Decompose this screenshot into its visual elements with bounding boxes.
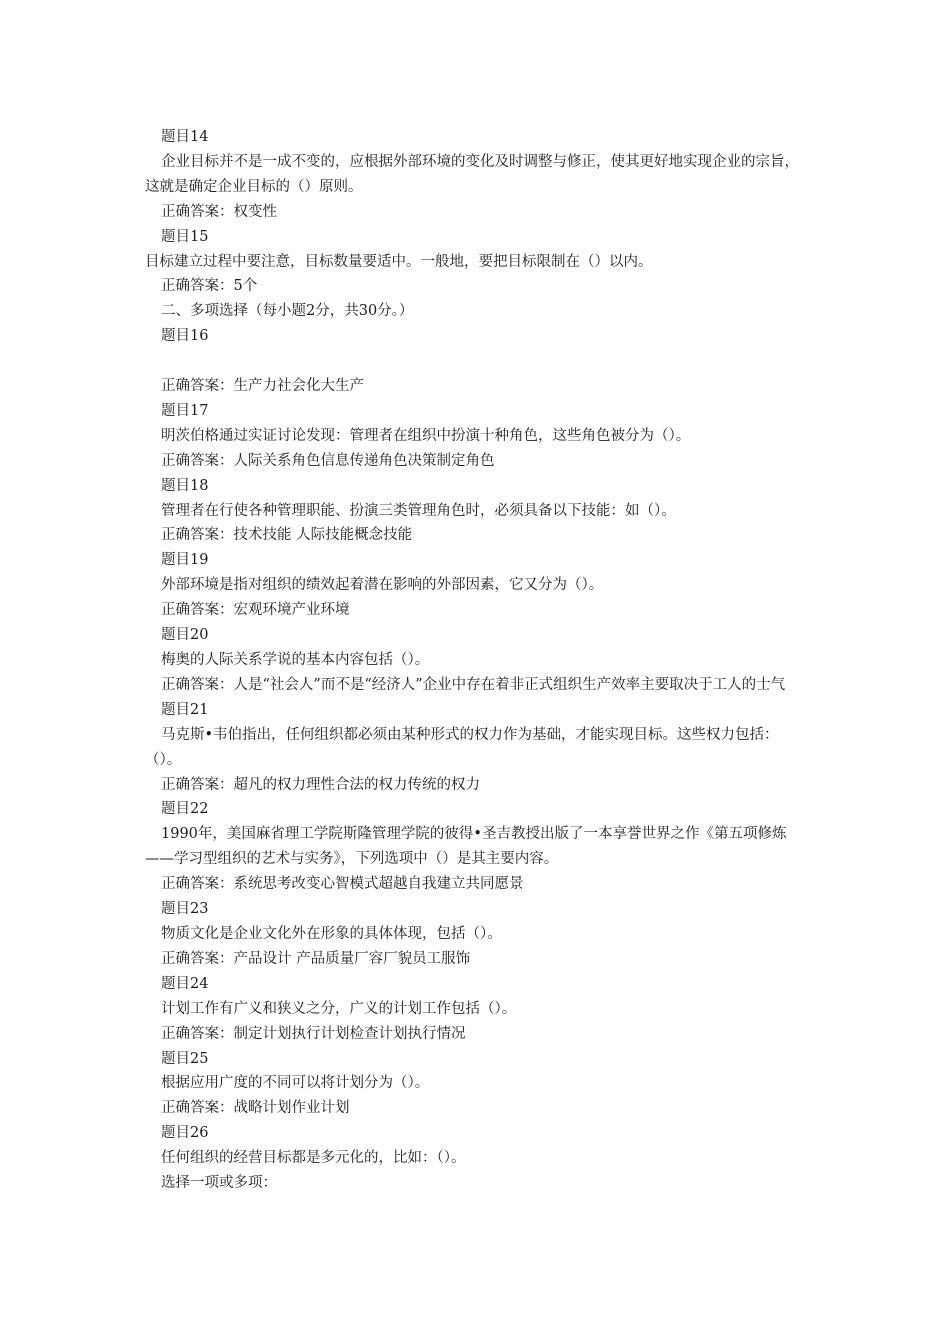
question-number: 题目21 bbox=[161, 701, 209, 718]
question-number: 题目25 bbox=[161, 1050, 209, 1067]
question-text: 企业目标并不是一成不变的，应根据外部环境的变化及时调整与修正，使其更好地实现企业的宗旨，这就是确定企业目标的（）原则。 bbox=[145, 153, 799, 195]
question-text: 明茨伯格通过实证讨论发现：管理者在组织中扮演十种角色，这些角色被分为（）。 bbox=[161, 427, 691, 444]
question-number: 题目22 bbox=[161, 801, 209, 818]
correct-answer: 正确答案：技术技能 人际技能概念技能 bbox=[161, 527, 413, 544]
question-number: 题目26 bbox=[161, 1125, 209, 1142]
question-text: 计划工作有广义和狭义之分，广义的计划工作包括（）。 bbox=[161, 1000, 517, 1017]
blank-line bbox=[145, 349, 805, 374]
question-number: 题目19 bbox=[161, 552, 209, 569]
correct-answer: 正确答案：5个 bbox=[161, 278, 258, 295]
correct-answer: 正确答案：产品设计 产品质量厂容厂貌员工服饰 bbox=[161, 950, 471, 967]
instruction-text: 选择一项或多项： bbox=[161, 1175, 277, 1192]
correct-answer: 正确答案：系统思考改变心智模式超越自我建立共同愿景 bbox=[161, 876, 524, 893]
question-number: 题目24 bbox=[161, 975, 209, 992]
question-number: 题目20 bbox=[161, 627, 209, 644]
question-number: 题目18 bbox=[161, 477, 209, 494]
question-text: 根据应用广度的不同可以将计划分为（）。 bbox=[161, 1075, 430, 1092]
question-text: 1990年，美国麻省理工学院斯隆管理学院的彼得•圣吉教授出版了一本享誉世界之作《第五项修炼——学习型组织的艺术与实务》，下列选项中（）是其主要内容。 bbox=[145, 826, 787, 868]
question-text: 目标建立过程中要注意，目标数量要适中。一般地，要把目标限制在（）以内。 bbox=[145, 253, 653, 270]
correct-answer: 正确答案：人际关系角色信息传递角色决策制定角色 bbox=[161, 452, 495, 469]
document-body bbox=[145, 125, 805, 1196]
correct-answer: 正确答案：人是“社会人”而不是“经济人”企业中存在着非正式组织生产效率主要取决于工人的士气 bbox=[161, 676, 786, 693]
question-number: 题目23 bbox=[161, 901, 209, 918]
question-text: 任何组织的经营目标都是多元化的，比如：（）。 bbox=[161, 1150, 466, 1167]
correct-answer: 正确答案：生产力社会化大生产 bbox=[161, 378, 364, 395]
question-text: 梅奥的人际关系学说的基本内容包括（）。 bbox=[161, 652, 430, 669]
question-number: 题目14 bbox=[161, 129, 209, 145]
correct-answer: 正确答案：战略计划作业计划 bbox=[161, 1100, 350, 1117]
correct-answer: 正确答案：超凡的权力理性合法的权力传统的权力 bbox=[161, 776, 480, 793]
correct-answer: 正确答案：权变性 bbox=[161, 203, 277, 220]
question-text: 外部环境是指对组织的绩效起着潜在影响的外部因素，它又分为（）。 bbox=[161, 577, 604, 594]
question-text: 物质文化是企业文化外在形象的具体体现，包括（）。 bbox=[161, 925, 502, 942]
question-number: 题目15 bbox=[161, 228, 209, 245]
correct-answer: 正确答案：制定计划执行计划检查计划执行情况 bbox=[161, 1025, 466, 1042]
question-number: 题目16 bbox=[161, 328, 209, 345]
correct-answer: 正确答案：宏观环境产业环境 bbox=[161, 602, 350, 619]
section-heading: 二、多项选择（每小题2分，共30分。） bbox=[161, 303, 414, 320]
question-text: 马克斯•韦伯指出，任何组织都必须由某种形式的权力作为基础，才能实现目标。这些权力包括：（）。 bbox=[145, 726, 779, 768]
question-text: 管理者在行使各种管理职能、扮演三类管理角色时，必须具备以下技能：如（）。 bbox=[161, 502, 676, 519]
question-number: 题目17 bbox=[161, 402, 209, 419]
